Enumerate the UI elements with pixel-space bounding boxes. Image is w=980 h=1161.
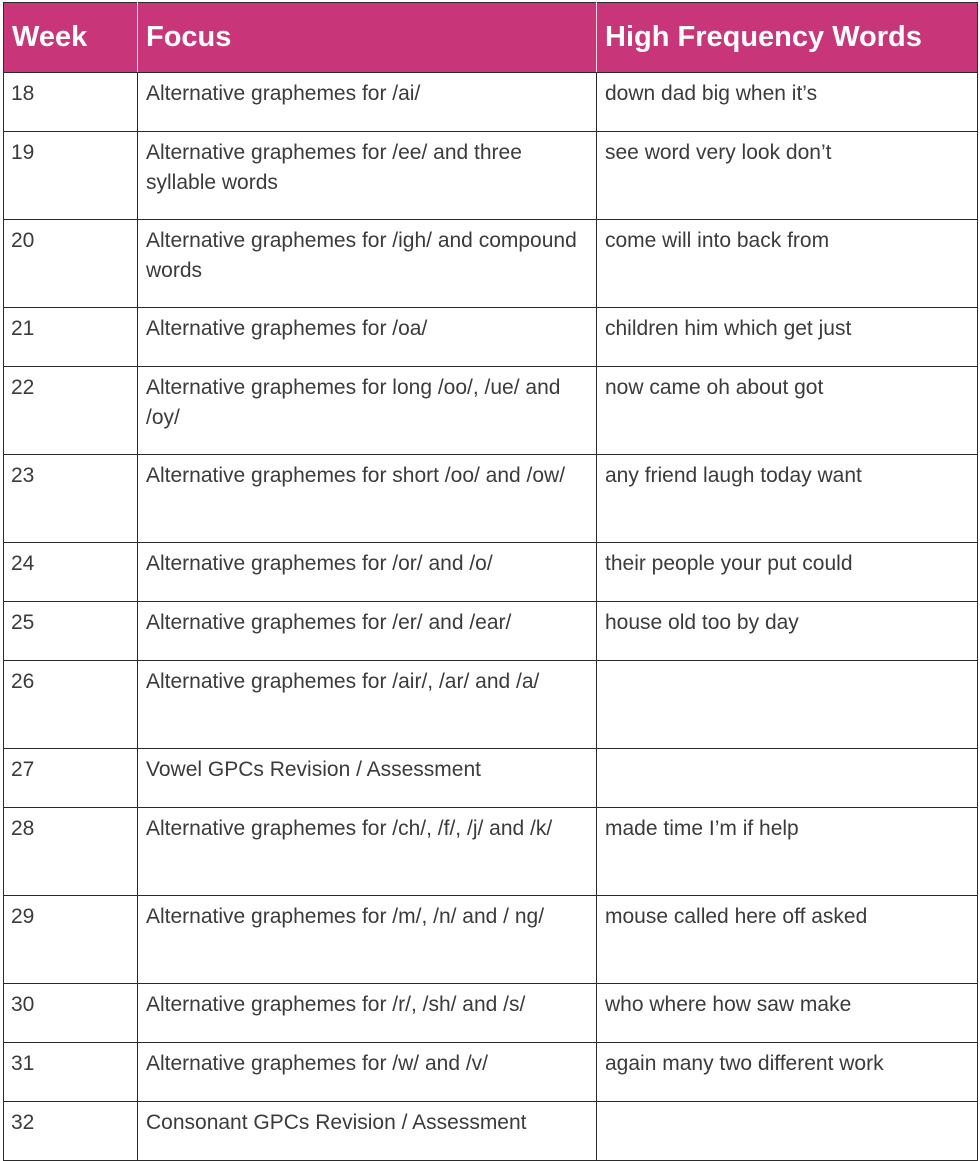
phonics-schedule-table	[3, 2, 978, 1161]
table-row	[4, 308, 978, 367]
table-header	[4, 3, 978, 73]
words-cell: any friend laugh today want	[597, 455, 978, 543]
focus-cell: Alternative graphemes for short /oo/ and /ow/	[138, 455, 597, 543]
week-cell: 25	[4, 602, 138, 661]
focus-cell: Alternative graphemes for long /oo/, /ue/ and /oy/	[138, 367, 597, 455]
week-cell: 22	[4, 367, 138, 455]
focus-cell: Alternative graphemes for /igh/ and compound words	[138, 220, 597, 308]
focus-cell: Vowel GPCs Revision / Assessment	[138, 749, 597, 808]
words-cell: see word very look don’t	[597, 132, 978, 220]
week-cell: 32	[4, 1102, 138, 1161]
table-row	[4, 455, 978, 543]
table-row	[4, 749, 978, 808]
table-row	[4, 602, 978, 661]
words-cell: made time I’m if help	[597, 808, 978, 896]
table-row	[4, 367, 978, 455]
focus-cell: Consonant GPCs Revision / Assessment	[138, 1102, 597, 1161]
focus-cell: Alternative graphemes for /oa/	[138, 308, 597, 367]
week-cell: 28	[4, 808, 138, 896]
focus-cell: Alternative graphemes for /ch/, /f/, /j/ and /k/	[138, 808, 597, 896]
focus-cell: Alternative graphemes for /w/ and /v/	[138, 1043, 597, 1102]
week-cell: 27	[4, 749, 138, 808]
focus-cell: Alternative graphemes for /er/ and /ear/	[138, 602, 597, 661]
header-row	[4, 3, 978, 73]
table-row	[4, 1102, 978, 1161]
week-cell: 21	[4, 308, 138, 367]
week-cell: 26	[4, 661, 138, 749]
words-cell: again many two different work	[597, 1043, 978, 1102]
table-body	[4, 73, 978, 1161]
words-cell: come will into back from	[597, 220, 978, 308]
words-column-header: High Frequency Words	[597, 3, 978, 73]
focus-cell: Alternative graphemes for /m/, /n/ and / ng/	[138, 896, 597, 984]
week-cell: 29	[4, 896, 138, 984]
week-cell: 20	[4, 220, 138, 308]
week-cell: 18	[4, 73, 138, 132]
focus-column-header: Focus	[138, 3, 597, 73]
table-row	[4, 73, 978, 132]
words-cell: mouse called here off asked	[597, 896, 978, 984]
week-cell: 24	[4, 543, 138, 602]
words-cell	[597, 661, 978, 749]
words-cell: children him which get just	[597, 308, 978, 367]
week-cell: 19	[4, 132, 138, 220]
words-cell: their people your put could	[597, 543, 978, 602]
words-cell: house old too by day	[597, 602, 978, 661]
week-cell: 31	[4, 1043, 138, 1102]
table-row	[4, 661, 978, 749]
week-column-header: Week	[4, 3, 138, 73]
table-row	[4, 808, 978, 896]
week-cell: 30	[4, 984, 138, 1043]
words-cell: now came oh about got	[597, 367, 978, 455]
focus-cell: Alternative graphemes for /air/, /ar/ and /a/	[138, 661, 597, 749]
table-row	[4, 543, 978, 602]
focus-cell: Alternative graphemes for /or/ and /o/	[138, 543, 597, 602]
focus-cell: Alternative graphemes for /r/, /sh/ and /s/	[138, 984, 597, 1043]
words-cell	[597, 1102, 978, 1161]
table-row	[4, 220, 978, 308]
week-cell: 23	[4, 455, 138, 543]
table-row	[4, 1043, 978, 1102]
focus-cell: Alternative graphemes for /ee/ and three syllable words	[138, 132, 597, 220]
table-row	[4, 984, 978, 1043]
words-cell	[597, 749, 978, 808]
focus-cell: Alternative graphemes for /ai/	[138, 73, 597, 132]
words-cell: down dad big when it’s	[597, 73, 978, 132]
table-row	[4, 896, 978, 984]
words-cell: who where how saw make	[597, 984, 978, 1043]
table-row	[4, 132, 978, 220]
